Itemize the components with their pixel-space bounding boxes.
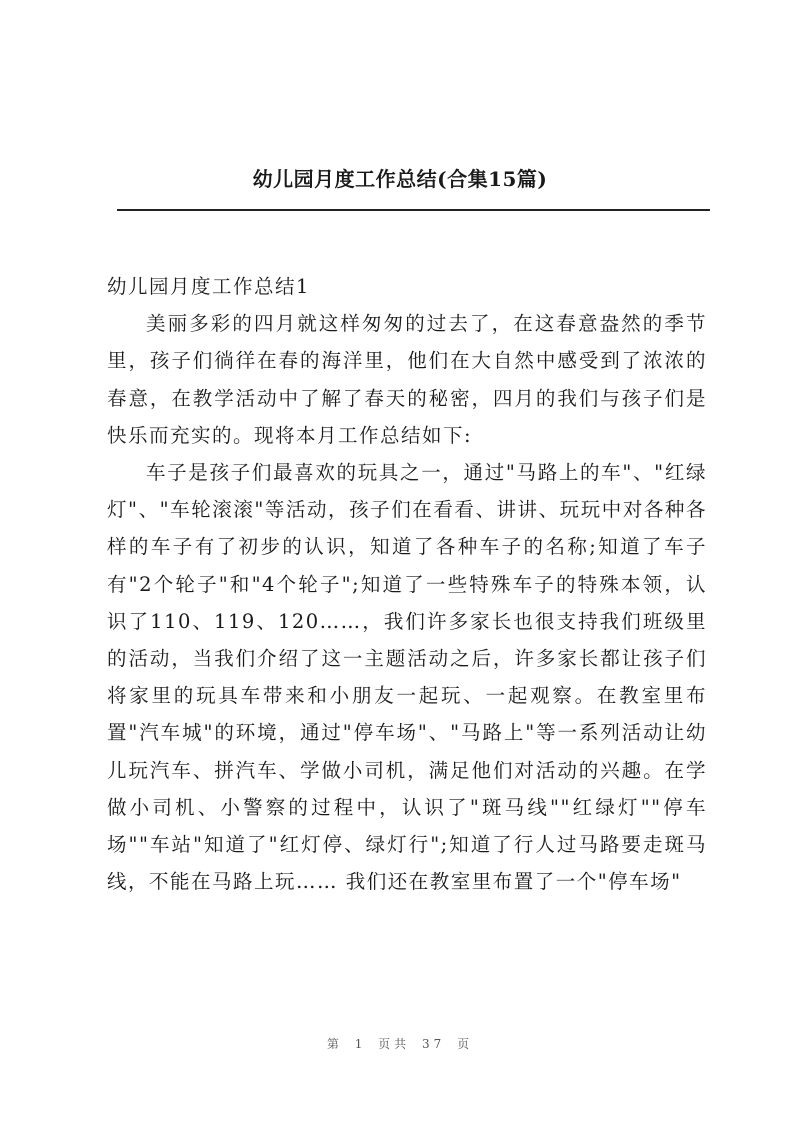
footer-total-pages: 37	[422, 1037, 446, 1051]
document-title: 幼儿园月度工作总结(合集15篇)	[252, 167, 548, 191]
section-heading: 幼儿园月度工作总结1	[107, 275, 310, 298]
footer-current-page: 1	[354, 1037, 367, 1051]
footer-prefix: 第	[326, 1037, 343, 1051]
body-paragraph-2: 车子是孩子们最喜欢的玩具之一，通过"马路上的车"、"红绿灯"、"车轮滚滚"等活动，孩子们在看看、讲讲、玩玩中对各种各样的车子有了初步的认识，知道了各种车子的名称;知道了车子有"2个轮子"和"4个轮子";知道了一些特殊车子的特殊本领，认识了110、119、120……，我们许多家长也很支持我们班级里的活动，当我们介绍了这一主题活动之后，许多家长都让孩子们将家里的玩具车带来和小朋友一起玩、一起观察。在教室里布置"汽车城"的环境，通过"停车场"、"马路上"等一系列活动让幼儿玩汽车、拼汽车、学做小司机，满足他们对活动的兴趣。在学做小司机、小警察的过程中，认识了"斑马线""红绿灯""停车场""车站"知道了"红灯停、绿灯行";知道了行人过马路要走斑马线，不能在马路上玩…… 我们还在教室里布置了一个"停车场"	[107, 461, 707, 894]
page-footer	[0, 1035, 800, 1052]
footer-middle: 页共	[378, 1037, 411, 1051]
title-underline-divider	[117, 209, 710, 211]
body-paragraph-1: 美丽多彩的四月就这样匆匆的过去了，在这春意盎然的季节里，孩子们徜徉在春的海洋里，他们在大自然中感受到了浓浓的春意，在教学活动中了解了春天的秘密，四月的我们与孩子们是快乐而充实的。现将本月工作总结如下:	[107, 312, 707, 447]
document-body	[107, 268, 707, 900]
footer-suffix: 页	[457, 1037, 474, 1051]
